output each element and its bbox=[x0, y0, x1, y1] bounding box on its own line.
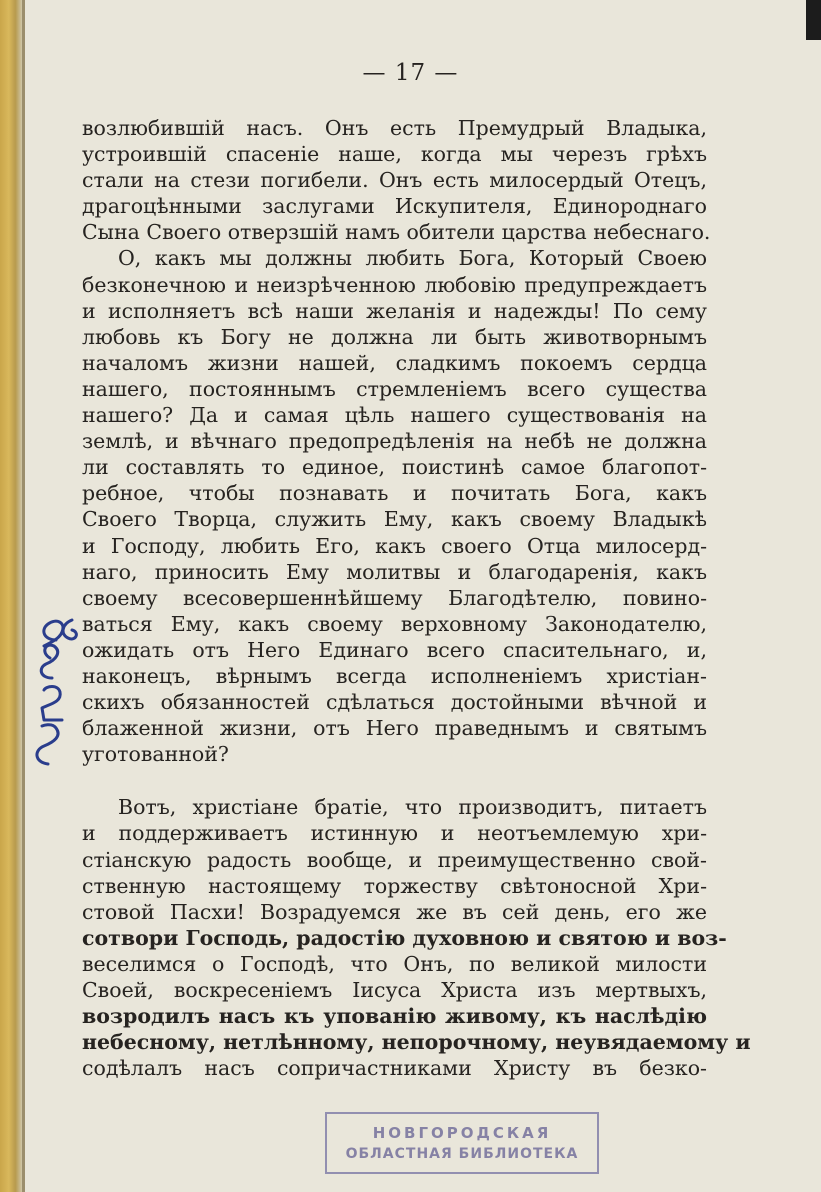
text-line: ственную настоящему торжеству свѣтоносной Хри- bbox=[82, 873, 707, 898]
text-line: ожидать отъ Него Единаго всего спасительнаго, и, bbox=[82, 637, 707, 662]
text-line: небесному, нетлѣнному, непорочному, неувядаемому и bbox=[82, 1030, 751, 1055]
text-line: началомъ жизни нашей, сладкимъ покоемъ сердца bbox=[82, 350, 707, 375]
page-text bbox=[82, 115, 751, 1081]
text-line: стали на стези погибели. Онъ есть милосердый Отецъ, bbox=[82, 168, 707, 193]
text-line: возлюбившій насъ. Онъ есть Премудрый Владыка, bbox=[82, 116, 707, 140]
scan-edge bbox=[806, 0, 821, 40]
text-line: землѣ, и вѣчнаго предопредѣленія на небѣ не должна bbox=[82, 429, 707, 454]
text-line: блаженной жизни, отъ Него праведнымъ и святымъ bbox=[82, 716, 707, 741]
text-line: и исполняетъ всѣ наши желанія и надежды! По сему bbox=[82, 298, 707, 323]
text-line: О, какъ мы должны любить Бога, Который Своею bbox=[118, 246, 707, 271]
text-line: ваться Ему, какъ своему верховному Законодателю, bbox=[82, 611, 707, 636]
text-line: и поддерживаетъ истинную и неотъемлемую хри- bbox=[82, 821, 707, 846]
text-line: своему всесовершеннѣйшему Благодѣтелю, повино- bbox=[82, 585, 707, 610]
text-line: Вотъ, христіане братіе, что производитъ, питаетъ bbox=[118, 795, 707, 820]
text-line: стовой Пасхи! Возрадуемся же въ сей день, его же bbox=[82, 899, 707, 924]
text-line: наго, приносить Ему молитвы и благодаренія, какъ bbox=[82, 559, 707, 584]
text-line: Своего Творца, служить Ему, какъ своему Владыкѣ bbox=[82, 507, 707, 532]
stamp-line: НОВГОРОДСКАЯ bbox=[372, 1124, 552, 1142]
text-line: любовь къ Богу не должна ли быть животворнымъ bbox=[82, 324, 707, 349]
text-line: стіанскую радость вообще, и преимущественно свой- bbox=[82, 847, 707, 872]
text-line: и Господу, любить Его, какъ своего Отца милосерд- bbox=[82, 533, 707, 558]
text-line: веселимся о Господѣ, что Онъ, по великой милости bbox=[82, 951, 707, 976]
text-line: наконецъ, вѣрнымъ всегда исполненіемъ христіан- bbox=[82, 663, 707, 688]
text-line: сотвори Господь, радостію духовною и святою и воз- bbox=[82, 925, 727, 950]
text-line: безконечною и неизрѣченною любовію предупреждаетъ bbox=[82, 272, 707, 297]
text-line: устроившій спасеніе наше, когда мы черезъ грѣхъ bbox=[82, 142, 707, 167]
text-line: нашего? Да и самая цѣль нашего существованія на bbox=[82, 403, 707, 428]
text-line: нашего, постояннымъ стремленіемъ всего существа bbox=[82, 376, 707, 401]
text-line: скихъ обязанностей сдѣлаться достойными вѣчной и bbox=[82, 690, 707, 715]
paragraph-gap bbox=[82, 767, 707, 794]
text-line: ребное, чтобы познавать и почитать Бога, какъ bbox=[82, 481, 707, 506]
text-line: ли составлять то единое, поистинѣ самое благопот- bbox=[82, 455, 707, 480]
text-line: содѣлалъ насъ сопричастниками Христу въ безко- bbox=[82, 1056, 707, 1081]
handwritten-inventory-number bbox=[22, 612, 82, 772]
stamp-line: ОБЛАСТНАЯ БИБЛИОТЕКА bbox=[345, 1146, 579, 1162]
text-line: Своей, воскресеніемъ Іисуса Христа изъ мертвыхъ, bbox=[82, 978, 707, 1002]
text-line: драгоцѣнными заслугами Искупителя, Единороднаго bbox=[82, 194, 707, 219]
binding-edge bbox=[22, 0, 25, 1192]
text-line: уготованной? bbox=[82, 742, 229, 767]
text-line: Сына Своего отверзшій намъ обители царства небеснаго. bbox=[82, 220, 711, 245]
page-number: — 17 — bbox=[362, 60, 459, 86]
text-line: возродилъ насъ къ упованію живому, къ наслѣдію bbox=[82, 1004, 707, 1029]
library-stamp bbox=[325, 1112, 599, 1174]
book-spine bbox=[0, 0, 22, 1192]
